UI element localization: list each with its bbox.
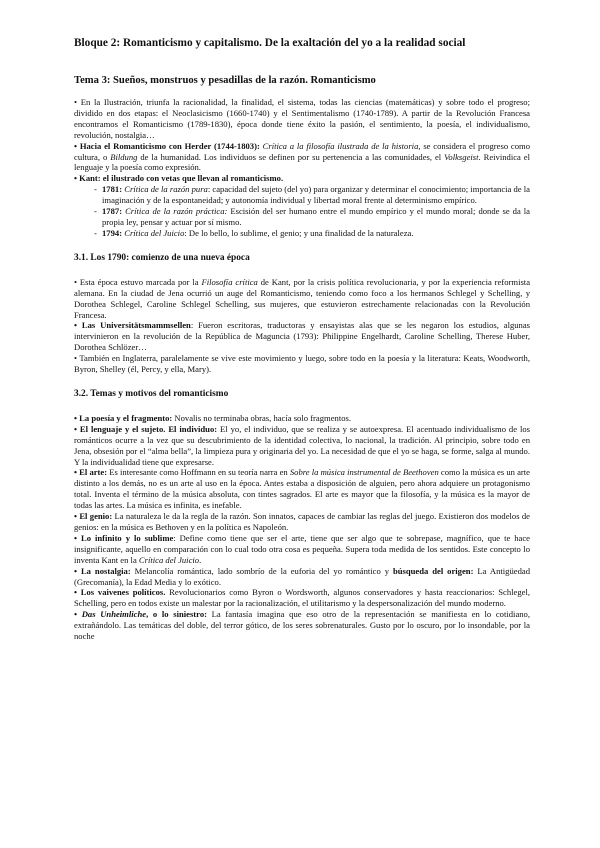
text: . Reivindica el lenguaje y la poesía como expresión.: [74, 151, 530, 173]
kant-list: [74, 184, 530, 239]
list-item: [102, 184, 530, 206]
text: : Fueron escritoras, traductoras y ensayistas alas que se les negaron los estudios, algunas intervinieron en la revolución de la República de Maguncia (1793): Philippine Engelhardt, Caroline Schelling, Therese Huber, Dorothea Schlözer…: [74, 320, 531, 353]
intro-section: [74, 97, 530, 239]
document-page: [74, 36, 530, 642]
document-title: Bloque 2: Romanticismo y capitalismo. De la exaltación del yo a la realidad social: [74, 37, 466, 49]
section-heading: 3.2. Temas y motivos del romanticismo: [74, 388, 229, 399]
work-title: Crítica de la razón pura: [124, 184, 208, 195]
text: como la música es un arte distinto a los demás, no es un arte al uso en la época. Antes estaba a disposición de alguien, pero ahora adquiere un protagonismo total. Inventa el término de la música absoluta, con tintes sagrados. El arte es mayor que la filosofía, y la música es la mayor de todas las artes. La música es infinita, es inefable.: [74, 467, 530, 511]
paragraph: [74, 467, 530, 511]
paragraph: [74, 413, 530, 424]
paragraph: [74, 566, 530, 588]
list-item: [102, 206, 530, 228]
paragraph: [74, 533, 530, 566]
bold-lead: • Las Universitätsmammsellen: [74, 320, 191, 331]
bold-lead: • Los vaivenes políticos.: [74, 587, 166, 598]
paragraph: [74, 173, 530, 184]
term: • Das Unheimliche: [74, 609, 147, 620]
text: .: [199, 554, 202, 565]
bold-lead: • Lo infinito y lo sublime: [74, 532, 174, 543]
paragraph: [74, 320, 530, 353]
text: : De lo bello, lo sublime, el genio; y una finalidad de la naturaleza.: [184, 227, 414, 238]
bold-lead: • La poesía y el fragmento:: [74, 412, 173, 423]
paragraph: [74, 141, 530, 174]
paragraph: [74, 587, 530, 609]
paragraph: [74, 424, 530, 468]
section-3-1: [74, 252, 530, 375]
year: 1787:: [102, 206, 123, 217]
bold-lead: • Kant: el ilustrado con vetas que llevan al romanticismo.: [74, 173, 284, 184]
text: , se considera el progreso como cultura, o: [74, 140, 531, 162]
year: 1794:: [102, 227, 123, 238]
text: La naturaleza le da la regla de la razón. Son innatos, capaces de cambiar las reglas del juego. Existieron dos modelos de genios: en la música es Bethoven y en la política es Napoleón.: [74, 511, 530, 532]
work-title: Crítica a la filosofía ilustrada de la historia: [262, 140, 419, 151]
tema-heading: Tema 3: Sueños, monstruos y pesadillas de la razón. Romanticismo: [74, 75, 376, 86]
text: : Define como tiene que ser el arte, tiene que ser algo que te sobrepase, magnífico, que te hace insignificante, aquello en comparación con lo cual todo otra cosa es pequeña. Supera toda medida de los sentidos. Este concepto lo inventa Kant en la: [74, 532, 530, 565]
text: El yo, el individuo, que se realiza y se autoexpresa. El acentuado individualismo de los románticos ocurre a la vez que su descubrimiento de la identidad colectiva, lo nacional, la tradición. Al principio, sobre todo en Jena, obsesión por el “alma bella”, la limpieza pura y originaria del yo. La necesidad de que el yo se haga, se forme, salga al mundo. Y la individualidad tiene que expresarse.: [74, 423, 530, 467]
paragraph: • También en Inglaterra, paralelamente se vive este movimiento y luego, sobre todo en la poesía y la literatura: Keats, Woodworth, Byron, Shelley (él, Percy, y ella, Mary).: [74, 353, 530, 375]
bold-text: , o lo siniestro:: [146, 609, 207, 620]
text: La fantasía imagina que eso otro de la representación se manifiesta en lo cotidiano, extrañándolo. Las temáticas del doble, del terror gótico, de los seres sobrenaturales. Gusto por lo oscuro, por lo insondable, por la noche: [74, 609, 530, 642]
bold-lead: • El lenguaje y el sujeto. El individuo:: [74, 423, 218, 434]
bold-lead: • La nostalgia:: [74, 565, 131, 576]
bold-lead: [74, 609, 207, 619]
term: Volksgeist: [444, 151, 479, 162]
term: Bildung: [110, 151, 138, 162]
section-heading: 3.1. Los 1790: comienzo de una nueva época: [74, 252, 250, 263]
text: • Esta época estuvo marcada por la: [74, 276, 202, 287]
paragraph: • En la Ilustración, triunfa la racionalidad, la finalidad, el sistema, todas las ciencias (matemáticas) y sobre todo el progreso; dividido en dos etapas: el Neoclasicismo (1660-1740) y el Sentimentalismo (1740-1789). A partir de la Revolución Francesa encontramos el Romanticismo (1789-1830), época donde tiene éxito la pasión, el sentimiento, la poesía, el individualismo, revolución, nostalgia…: [74, 97, 530, 140]
list-item: [102, 228, 530, 239]
bold-lead: • Hacia el Romanticismo con Herder (1744-1803):: [74, 140, 263, 151]
text: Revolucionarios como Byron o Wordsworth, algunos conservadores y hasta reaccionarios: Schlegel, Schelling, pero en todos existe un malestar por la racionalización, el utilitarismo y la despersonalización del mundo moderno.: [74, 587, 530, 609]
paragraph: [74, 277, 530, 321]
text: La Antigüedad (Grecomanía), la Edad Media y lo exótico.: [74, 565, 530, 587]
paragraph: [74, 609, 530, 642]
bold-lead: búsqueda del origen:: [392, 565, 474, 576]
section-3-2: [74, 388, 530, 642]
year: 1781:: [102, 184, 123, 195]
work-title: Crítica del Juicio: [124, 227, 185, 238]
work-title: Filosofía crítica: [201, 276, 258, 287]
text: Es interesante como Hoffmann en su teoría narra en: [107, 467, 290, 478]
work-title: Crítica de la razón práctica:: [125, 206, 228, 217]
text: de Kant, por la crisis política revolucionaria, y por la experiencia reformista alemana. En la ciudad de Jena ocurrió un auge del Romanticismo, teniendo como foco a los hermanos Schlegel y Schelling, y Dorothea Schlegel, Caroline Schlegel Schelling, sus mujeres, que estuvieron estrechamente relacionadas con la Revolución Francesa.: [74, 276, 531, 320]
text: : capacidad del sujeto (del yo) para organizar y determinar el conocimiento; importancia de la imaginación y de la espontaneidad; y autonomía individual y libertad moral frente al determinismo empírico.: [102, 184, 530, 206]
text: de la humanidad. Los individuos se definen por su pertenencia a las comunidades, el: [137, 151, 445, 162]
bold-lead: • El genio:: [74, 511, 113, 522]
text: Melancolía romántica, lado sombrío de la euforia del yo romántico y: [130, 565, 393, 576]
work-title: Crítica del Juicio: [138, 554, 200, 565]
work-title: Sobre la música instrumental de Beethoven: [289, 467, 439, 478]
bold-lead: • El arte:: [74, 467, 108, 478]
paragraph: [74, 511, 530, 533]
text: Novalis no terminaba obras, hacía solo fragmentos.: [172, 412, 351, 423]
text: Escisión del ser humano entre el mundo empírico y el mundo moral; donde se da la propia ley, pensar y actuar por sí mismo.: [102, 206, 530, 227]
